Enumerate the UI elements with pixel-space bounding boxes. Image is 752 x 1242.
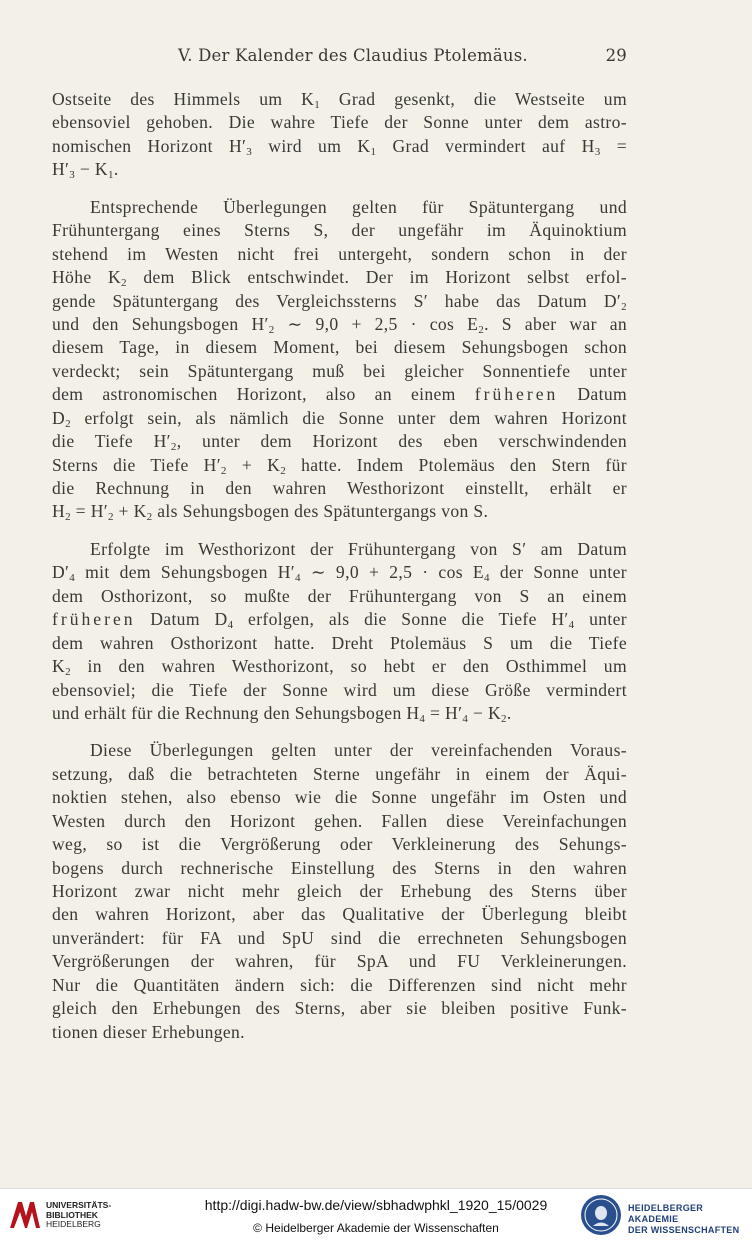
ub-line-3: HEIDELBERG bbox=[46, 1219, 101, 1229]
subscript: 2 bbox=[65, 417, 71, 430]
text-run: diesem Tage, in diesem Moment, bei diesem Sehungsbogen schon bbox=[52, 337, 627, 358]
text-line bbox=[52, 903, 627, 926]
text-line bbox=[52, 786, 627, 809]
paragraph-gap bbox=[52, 182, 627, 196]
subscript: 2 bbox=[65, 666, 71, 679]
text-run: Horizont zwar nicht mehr gleich der Erhebung des Sterns über bbox=[52, 881, 627, 901]
subscript: 4 bbox=[568, 619, 575, 632]
text-run: = bbox=[600, 135, 627, 156]
text-run: den wahren Horizont, aber das Qualitative der Überlegung bleibt bbox=[52, 904, 627, 925]
text-line bbox=[52, 430, 627, 453]
text-line bbox=[52, 927, 627, 950]
subscript: 3 bbox=[69, 169, 76, 182]
text-run: ∼ 9,0 + 2,5 · cos E bbox=[300, 562, 485, 583]
text-run: Grad vermindert auf H bbox=[376, 135, 595, 156]
text-line bbox=[52, 810, 627, 833]
text-line bbox=[52, 632, 627, 655]
viewer-footer bbox=[0, 1188, 752, 1242]
paragraph bbox=[52, 88, 627, 182]
text-line bbox=[52, 266, 627, 289]
text-run: Ostseite des Himmels um K bbox=[52, 89, 315, 109]
text-run: dem Blick entschwindet. Der im Horizont selbst erfol- bbox=[126, 267, 627, 288]
text-run: ∼ 9,0 + 2,5 · cos E bbox=[274, 313, 479, 334]
text-run: dem wahren Osthorizont hatte. Dreht Ptolemäus S um die Tiefe bbox=[52, 632, 627, 653]
subscript: 2 bbox=[501, 712, 507, 725]
paragraph bbox=[52, 196, 627, 524]
text-run: tionen dieser Erhebungen. bbox=[52, 1021, 245, 1042]
text-run: ebensoviel gehoben. Die wahre Tiefe der Sonne unter dem astro- bbox=[52, 112, 627, 133]
text-run: . S aber war an bbox=[484, 313, 628, 334]
subscript: 2 bbox=[107, 511, 114, 524]
text-line bbox=[52, 763, 627, 786]
text-run: unter bbox=[574, 609, 628, 630]
subscript: 2 bbox=[280, 464, 287, 477]
spaced-emphasis: früheren bbox=[474, 384, 559, 405]
text-line bbox=[52, 702, 627, 725]
text-run: dem astronomischen Horizont, also an einem bbox=[52, 384, 475, 405]
text-run: Sterns die Tiefe H′ bbox=[52, 454, 221, 475]
text-run: als Sehungsbogen des Spätuntergangs von S. bbox=[152, 501, 489, 522]
text-line bbox=[52, 88, 627, 111]
text-run: = H′ bbox=[70, 501, 108, 522]
subscript: 3 bbox=[246, 145, 253, 158]
subscript: 2 bbox=[220, 464, 227, 477]
text-line bbox=[52, 196, 627, 219]
text-line bbox=[52, 219, 627, 242]
text-line bbox=[52, 1021, 627, 1044]
academy-line-2: DER WISSENSCHAFTEN bbox=[628, 1225, 740, 1235]
subscript: 2 bbox=[65, 511, 71, 524]
text-run: der Sonne unter bbox=[489, 562, 627, 583]
text-run: Vergrößerungen der wahren, für SpA und FU Verkleinerungen. bbox=[52, 951, 627, 972]
text-line bbox=[52, 158, 627, 181]
subscript: 2 bbox=[146, 511, 153, 524]
text-line bbox=[52, 336, 627, 359]
text-run: + K bbox=[226, 454, 281, 475]
text-run: stehend im Westen nicht frei untergeht, sondern schon in der bbox=[52, 243, 627, 264]
text-run: = H′ bbox=[425, 702, 463, 723]
text-line bbox=[52, 383, 627, 406]
text-run: weg, so ist die Vergrößerung oder Verkleinerung des Sehungs- bbox=[52, 834, 627, 855]
text-run: − K bbox=[468, 702, 501, 723]
subscript: 4 bbox=[462, 712, 469, 725]
text-run: Nur die Quantitäten ändern sich: die Differenzen sind nicht mehr bbox=[52, 974, 627, 995]
text-run: nomischen Horizont H′ bbox=[52, 135, 247, 156]
text-run: die Rechnung in den wahren Westhorizont einstellt, erhält er bbox=[52, 478, 627, 498]
text-run: verdeckt; sein Spätuntergang muß bei gleicher Sonnentiefe unter bbox=[52, 360, 627, 381]
text-run: Entsprechende Überlegungen gelten für Spätuntergang und bbox=[90, 196, 627, 217]
text-run: . bbox=[113, 159, 119, 180]
text-line bbox=[52, 407, 627, 430]
text-line bbox=[52, 739, 627, 762]
subscript: 2 bbox=[170, 441, 177, 454]
text-run: setzung, daß die betrachteten Sterne ungefähr in einem der Äqui- bbox=[52, 763, 627, 784]
text-run: gende Spätuntergang des Vergleichssterns S′ habe das Datum D′ bbox=[52, 290, 622, 311]
text-line bbox=[52, 655, 627, 678]
paragraph bbox=[52, 739, 627, 1044]
academy-line-1: HEIDELBERGER AKADEMIE bbox=[628, 1203, 704, 1224]
text-run: und erhält für die Rechnung den Sehungsbogen H bbox=[52, 702, 420, 723]
paragraph bbox=[52, 538, 627, 726]
text-line bbox=[52, 857, 627, 880]
text-line bbox=[52, 477, 627, 500]
text-line bbox=[52, 111, 627, 134]
subscript: 2 bbox=[621, 300, 627, 313]
text-line bbox=[52, 360, 627, 383]
text-run: D bbox=[52, 407, 66, 428]
text-run: die Tiefe H′ bbox=[52, 431, 171, 452]
text-run: wird um K bbox=[252, 135, 371, 156]
subscript: 4 bbox=[419, 712, 426, 725]
text-line bbox=[52, 950, 627, 973]
copyright-notice: © Heidelberger Akademie der Wissenschaften bbox=[253, 1221, 499, 1235]
text-run: gleich den Erhebungen des Sterns, aber sie bleiben positive Funk- bbox=[52, 998, 627, 1019]
text-run: H bbox=[52, 501, 66, 522]
subscript: 1 bbox=[370, 145, 377, 158]
text-run: noktien stehen, also ebenso wie die Sonne ungefähr im Osten und bbox=[52, 787, 627, 808]
text-run: Datum bbox=[558, 384, 627, 405]
text-run: Westen durch den Horizont gehen. Fallen diese Vereinfachungen bbox=[52, 810, 627, 831]
text-run: − K bbox=[75, 159, 108, 180]
text-line bbox=[52, 290, 627, 313]
text-run: Höhe K bbox=[52, 267, 122, 288]
subscript: 3 bbox=[594, 145, 601, 158]
running-title: V. Der Kalender des Claudius Ptolemäus. bbox=[178, 46, 528, 65]
subscript: 2 bbox=[268, 323, 275, 336]
text-run: unverändert: für FA und SpU sind die errechneten Sehungsbogen bbox=[52, 927, 627, 948]
text-line bbox=[52, 135, 627, 158]
text-run: dem Osthorizont, so mußte der Frühuntergang von S an einem bbox=[52, 585, 627, 606]
text-run: H′ bbox=[52, 159, 70, 180]
text-line bbox=[52, 833, 627, 856]
text-run: , unter dem Horizont des eben verschwindenden bbox=[176, 431, 627, 452]
text-line bbox=[52, 313, 627, 336]
text-run: ebensoviel; die Tiefe der Sonne wird um diese Größe vermindert bbox=[52, 679, 627, 700]
text-run: Frühuntergang eines Sterns S, der ungefähr im Äquinoktium bbox=[52, 220, 627, 241]
text-run: Diese Überlegungen gelten unter der vereinfachenden Voraus- bbox=[90, 740, 627, 761]
text-run: K bbox=[52, 656, 66, 677]
text-run: Datum D bbox=[135, 609, 228, 630]
text-run: D′ bbox=[52, 562, 70, 583]
paragraph-gap bbox=[52, 524, 627, 538]
subscript: 4 bbox=[295, 572, 301, 585]
subscript: 4 bbox=[69, 572, 76, 585]
spaced-emphasis: früheren bbox=[52, 609, 136, 630]
text-line bbox=[52, 974, 627, 997]
page-number: 29 bbox=[605, 46, 627, 65]
text-line bbox=[52, 679, 627, 702]
body-text bbox=[52, 88, 627, 1044]
text-line bbox=[52, 538, 627, 561]
paragraph-gap bbox=[52, 725, 627, 739]
running-head bbox=[52, 46, 627, 70]
text-line bbox=[52, 585, 627, 608]
subscript: 1 bbox=[107, 169, 114, 182]
subscript: 4 bbox=[227, 619, 234, 632]
ub-line-1: UNIVERSITÄTS- bbox=[46, 1200, 112, 1210]
text-run: in den wahren Westhorizont, so hebt er den Osthimmel um bbox=[70, 656, 627, 677]
text-run: Grad gesenkt, die Westseite um bbox=[320, 89, 627, 109]
subscript: 2 bbox=[478, 323, 485, 336]
text-run: hatte. Indem Ptolemäus den Stern für bbox=[286, 454, 627, 475]
text-line bbox=[52, 561, 627, 584]
text-run: erfolgt sein, als nämlich die Sonne unter dem wahren Horizont bbox=[70, 407, 627, 428]
text-line bbox=[52, 608, 627, 631]
text-run: Erfolgte im Westhorizont der Frühuntergang von S′ am Datum bbox=[90, 538, 627, 559]
ub-line-2: BIBLIOTHEK bbox=[46, 1209, 98, 1220]
academy-name bbox=[628, 1203, 752, 1236]
text-run: mit dem Sehungsbogen H′ bbox=[75, 562, 295, 583]
text-run: + K bbox=[113, 501, 147, 522]
subscript: 1 bbox=[314, 99, 321, 111]
text-line bbox=[52, 243, 627, 266]
text-run: und den Sehungsbogen H′ bbox=[52, 313, 269, 334]
text-line bbox=[52, 454, 627, 477]
text-line bbox=[52, 500, 627, 523]
academy-seal-icon bbox=[580, 1194, 622, 1236]
permalink-url[interactable]: http://digi.hadw-bw.de/view/sbhadwphkl_1920_15/0029 bbox=[204, 1197, 548, 1213]
text-run: . bbox=[506, 702, 512, 723]
text-line bbox=[52, 997, 627, 1020]
text-run: bogens durch rechnerische Einstellung des Sterns in den wahren bbox=[52, 857, 627, 878]
text-run: erfolgen, als die Sonne die Tiefe H′ bbox=[233, 609, 569, 630]
subscript: 4 bbox=[484, 572, 490, 585]
text-line bbox=[52, 880, 627, 903]
subscript: 2 bbox=[121, 277, 127, 290]
